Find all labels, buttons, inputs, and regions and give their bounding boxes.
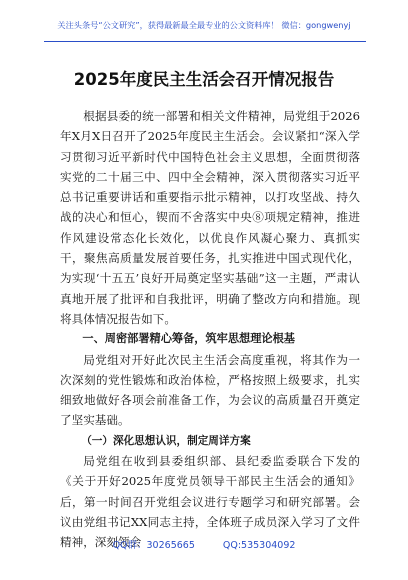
footer-contact	[0, 537, 408, 551]
header-divider	[44, 41, 366, 42]
footer-qq-group: QQ群：30265665	[112, 540, 195, 551]
section-paragraph-1: 局党组对开好此次民主生活会高度重视，将其作为一次深刻的党性锻炼和政治体检，严格按照上级要求，扎实细致地做好各项会前准备工作，为会议的高质量召开奠定了坚实基础。	[60, 352, 360, 428]
footer-qq-number: QQ:535304092	[222, 540, 296, 551]
section-heading-1: 一、周密部署精心筹备，筑牢思想理论根基	[82, 332, 295, 346]
header-note: 关注头条号“公文研究”，获得最新最全最专业的公文资料库！ 微信：gongwenyj	[57, 20, 351, 30]
subsection-heading-1: （一）深化思想认识，制定周详方案	[81, 434, 251, 447]
document-body	[60, 106, 360, 553]
document-title: 2025年度民主生活会召开情况报告	[73, 70, 335, 89]
subsection-paragraph-1: 局党组在收到县委组织部、县纪委监委联合下发的《关于开好2025年度党员领导干部民主生活会的通知》后，第一时间召开党组会议进行专题学习和研究部署。会议由党组书记XX同志主持，全体班子成员深入学习了文件精神，深刻领会	[60, 454, 360, 550]
intro-paragraph: 根据县委的统一部署和相关文件精神，局党组于2026年X月X日召开了2025年度民主生活会。会议紧扣“深入学习贯彻习近平新时代中国特色社会主义思想，全面贯彻落实党的二十届三中、四中全会精神，深入贯彻落实习近平总书记重要讲话和重要指示批示精神，以打攻坚战、持久战的决心和恒心，锲而不舍落实中央⑧项规定精神，推进作风建设常态化长效化，以优良作风凝心聚力、真抓实干，聚焦高质量发展首要任务，扎实推进中国式现代化，为实现‘十五五’良好开局奠定坚实基础”这一主题，严肃认真地开展了批评和自我批评，明确了整改方向和措施。现将具体情况报告如下。	[60, 109, 360, 326]
